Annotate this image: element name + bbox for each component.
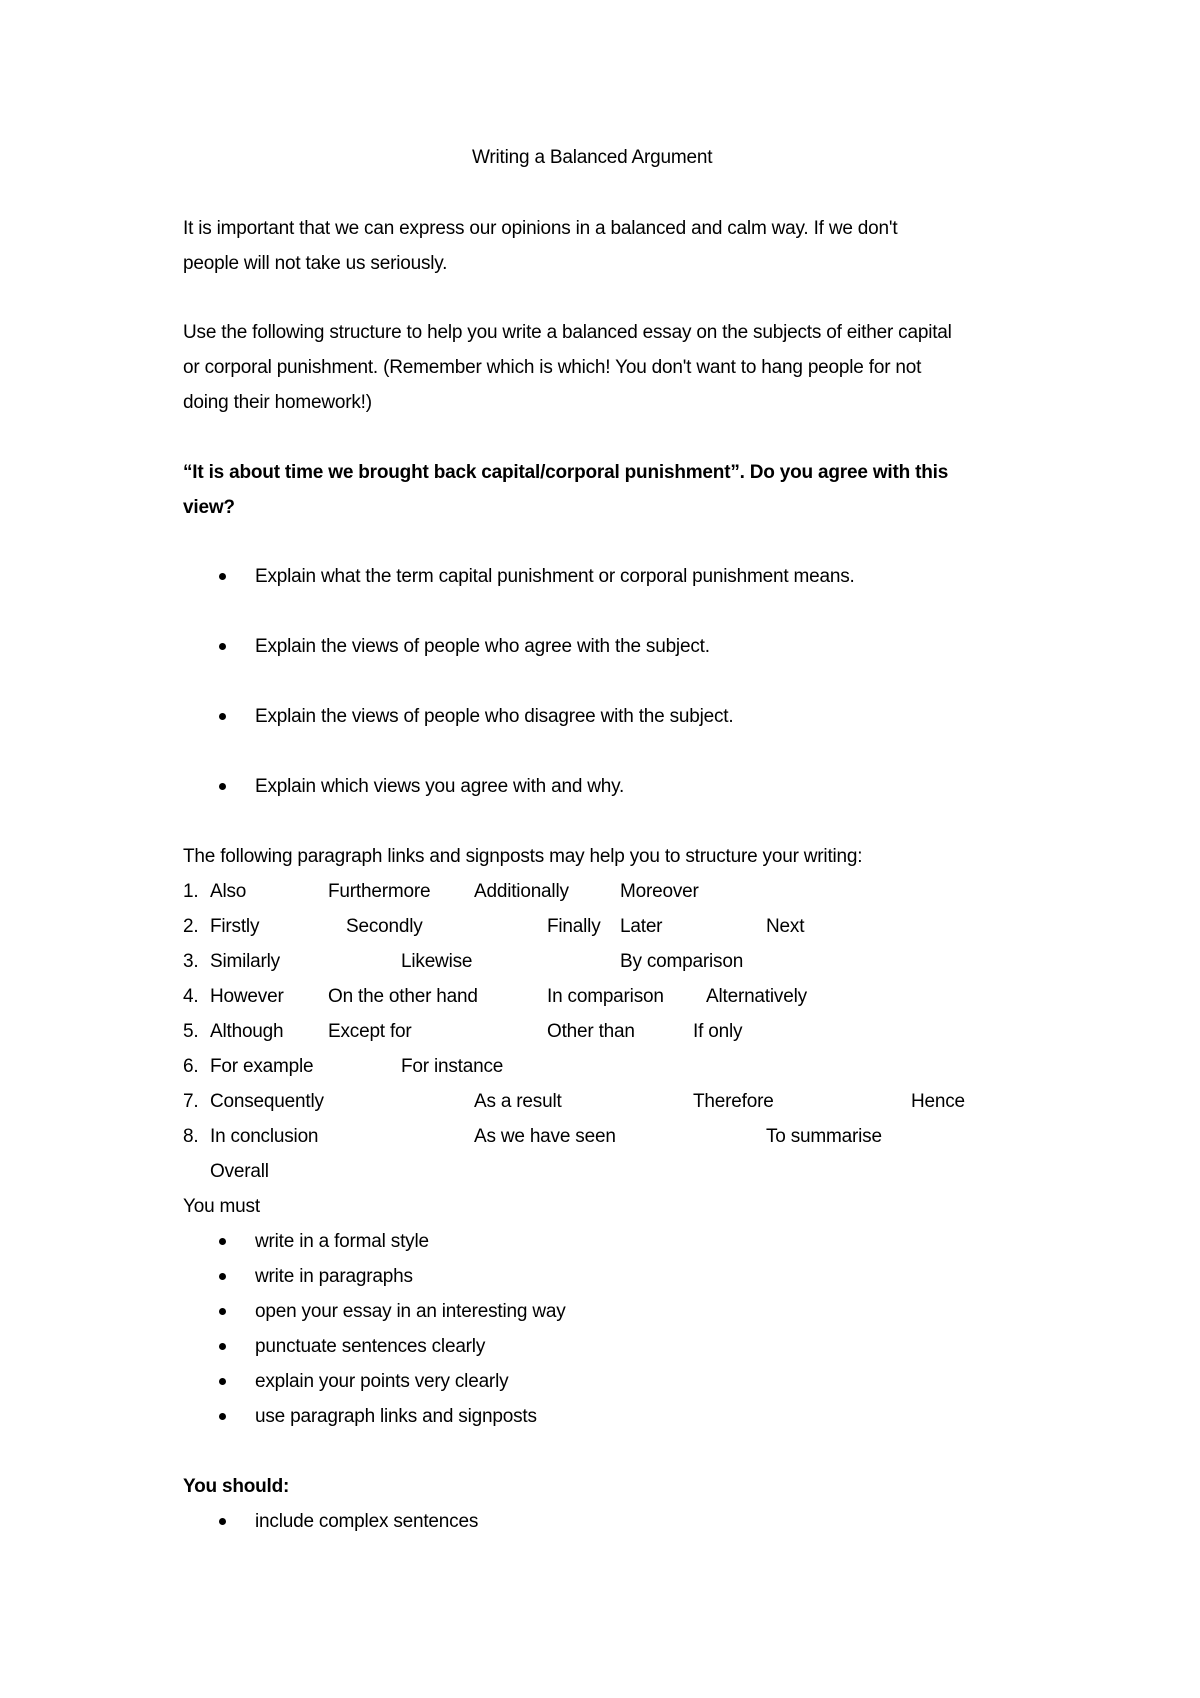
link-word: Furthermore (328, 881, 431, 902)
bullet-icon (219, 1238, 226, 1245)
instruction-paragraph-line: or corporal punishment. (Remember which is which! You don't want to hang people for not (183, 357, 922, 378)
bullet-icon (219, 1343, 226, 1350)
must-point: write in paragraphs (255, 1266, 413, 1287)
bullet-icon (219, 573, 226, 580)
bullet-icon (219, 1308, 226, 1315)
link-word: Hence (911, 1091, 965, 1112)
link-word: Next (766, 916, 805, 937)
link-word: Consequently (210, 1091, 324, 1112)
must-point: open your essay in an interesting way (255, 1301, 566, 1322)
link-word: Finally (547, 916, 601, 937)
link-word: Overall (210, 1161, 269, 1182)
links-row-number: 1. (183, 881, 199, 902)
link-word: However (210, 986, 284, 1007)
link-word: Except for (328, 1021, 412, 1042)
link-word: Alternatively (706, 986, 807, 1007)
bullet-icon (219, 1518, 226, 1525)
link-word: Similarly (210, 951, 280, 972)
link-word: If only (693, 1021, 743, 1042)
instruction-paragraph-line: Use the following structure to help you write a balanced essay on the subjects of either capital (183, 322, 952, 343)
bullet-icon (219, 1413, 226, 1420)
links-row-number: 2. (183, 916, 199, 937)
should-point: include complex sentences (255, 1511, 479, 1532)
intro-paragraph-line: people will not take us seriously. (183, 253, 448, 274)
links-row-number: 8. (183, 1126, 199, 1147)
link-word: In conclusion (210, 1126, 319, 1147)
links-intro: The following paragraph links and signposts may help you to structure your writing: (183, 846, 863, 867)
link-word: Firstly (210, 916, 260, 937)
links-row-number: 5. (183, 1021, 199, 1042)
links-row-number: 6. (183, 1056, 199, 1077)
bullet-icon (219, 713, 226, 720)
instruction-paragraph-line: doing their homework!) (183, 392, 372, 413)
must-point: use paragraph links and signposts (255, 1406, 537, 1427)
link-word: Also (210, 881, 247, 902)
essay-question-line: “It is about time we brought back capital/corporal punishment”. Do you agree with this (183, 462, 949, 483)
links-row-number: 3. (183, 951, 199, 972)
bullet-icon (219, 643, 226, 650)
essay-question-line: view? (183, 497, 235, 518)
must-point: write in a formal style (255, 1231, 429, 1252)
link-word: To summarise (766, 1126, 882, 1147)
link-word: For example (210, 1056, 314, 1077)
link-word: Likewise (401, 951, 473, 972)
structure-point: Explain the views of people who disagree with the subject. (255, 706, 734, 727)
link-word: Although (210, 1021, 284, 1042)
links-row-number: 7. (183, 1091, 199, 1112)
structure-point: Explain what the term capital punishment or corporal punishment means. (255, 566, 855, 587)
bullet-icon (219, 1378, 226, 1385)
link-word: Later (620, 916, 663, 937)
link-word: Additionally (474, 881, 569, 902)
must-point: punctuate sentences clearly (255, 1336, 486, 1357)
should-heading: You should: (183, 1476, 290, 1497)
bullet-icon (219, 1273, 226, 1280)
link-word: Therefore (693, 1091, 774, 1112)
link-word: By comparison (620, 951, 744, 972)
link-word: Moreover (620, 881, 699, 902)
structure-point: Explain the views of people who agree with the subject. (255, 636, 710, 657)
must-point: explain your points very clearly (255, 1371, 509, 1392)
links-row-number: 4. (183, 986, 199, 1007)
must-heading: You must (183, 1196, 260, 1217)
structure-point: Explain which views you agree with and why. (255, 776, 625, 797)
bullet-icon (219, 783, 226, 790)
intro-paragraph-line: It is important that we can express our opinions in a balanced and calm way. If we don't (183, 218, 898, 239)
link-word: As we have seen (474, 1126, 616, 1147)
link-word: Other than (547, 1021, 635, 1042)
link-word: On the other hand (328, 986, 478, 1007)
document-title: Writing a Balanced Argument (472, 147, 713, 168)
link-word: In comparison (547, 986, 664, 1007)
link-word: Secondly (346, 916, 423, 937)
link-word: For instance (401, 1056, 504, 1077)
link-word: As a result (474, 1091, 562, 1112)
